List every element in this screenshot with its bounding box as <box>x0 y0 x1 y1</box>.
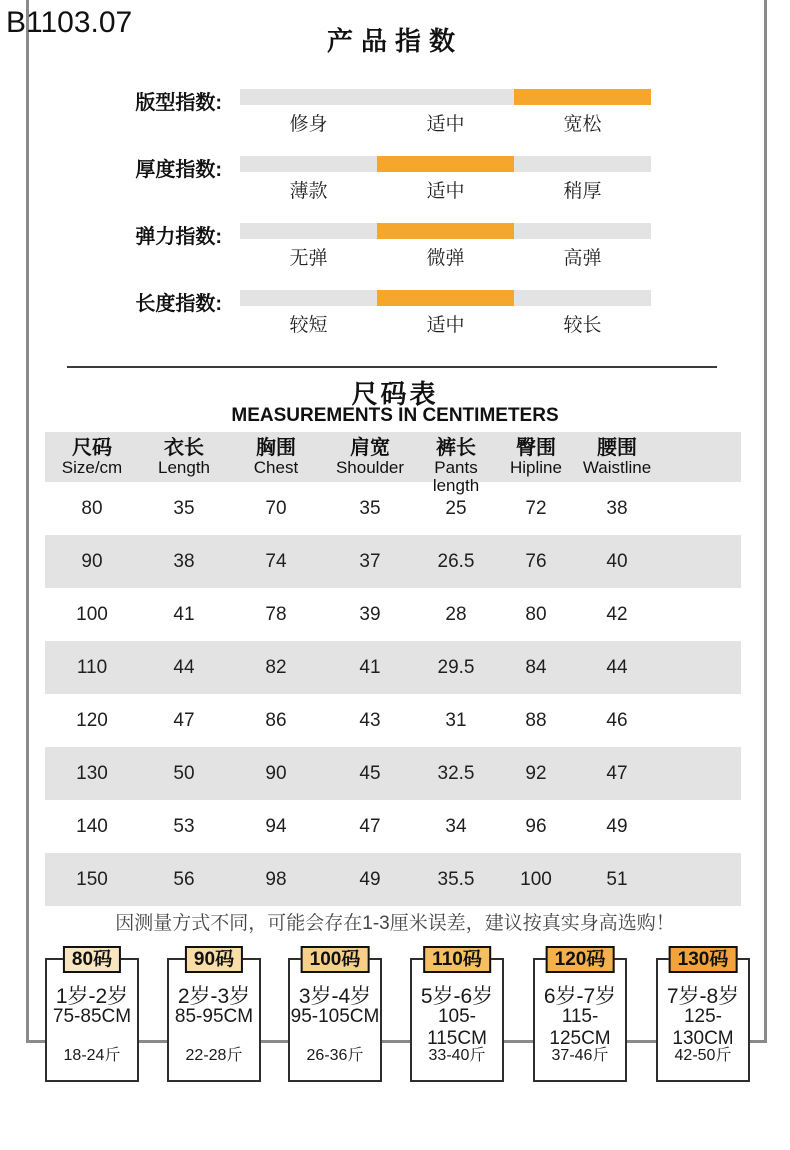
size-height-range: 85-95CM <box>174 1006 254 1027</box>
table-row: 130 50 90 45 32.5 92 47 <box>45 747 741 800</box>
index-option: 薄款 <box>289 181 328 202</box>
size-weight-range: 33-40斤 <box>428 1047 486 1064</box>
size-chart-title: 尺码表 <box>351 379 439 409</box>
size-tag: 80码 <box>63 946 121 973</box>
index-bar <box>240 89 651 105</box>
size-tag: 120码 <box>546 946 615 973</box>
size-age-range: 7岁-8岁 <box>666 985 740 1008</box>
size-chart-subtitle: MEASUREMENTS IN CENTIMETERS <box>231 405 559 426</box>
index-row-label: 长度指数: <box>135 293 222 315</box>
size-weight-range: 42-50斤 <box>674 1047 732 1064</box>
index-row-label: 版型指数: <box>135 92 222 114</box>
index-option: 高弹 <box>563 248 602 269</box>
index-row-length <box>0 289 790 349</box>
index-row-label: 厚度指数: <box>135 159 222 181</box>
index-bar <box>240 223 651 239</box>
index-option: 较短 <box>289 315 328 336</box>
table-row: 90 38 74 37 26.5 76 40 <box>45 535 741 588</box>
size-tag: 110码 <box>423 946 491 973</box>
size-age-range: 3岁-4岁 <box>298 985 372 1008</box>
size-table <box>45 432 741 906</box>
section-divider <box>67 366 717 368</box>
size-weight-range: 37-46斤 <box>551 1047 609 1064</box>
size-height-range: 75-85CM <box>52 1006 132 1027</box>
index-bar-active-segment <box>514 89 651 105</box>
index-option: 适中 <box>426 181 465 202</box>
table-row: 100 41 78 39 28 80 42 <box>76 604 628 625</box>
column-header: 尺码 Size/cm <box>61 437 123 477</box>
index-option: 较长 <box>563 315 602 336</box>
size-weight-range: 26-36斤 <box>306 1047 364 1064</box>
column-header: 臀围 Hipline <box>510 437 562 477</box>
index-option: 稍厚 <box>563 181 602 202</box>
size-box-90 <box>167 949 261 1082</box>
table-row: 80 35 70 35 25 72 38 <box>81 498 628 519</box>
index-option: 修身 <box>289 114 328 135</box>
index-row-thickness <box>0 155 790 215</box>
size-height-range: 95-105CM <box>290 1006 380 1027</box>
index-option: 微弹 <box>426 248 465 269</box>
size-height-range: 115-125CM <box>549 1006 611 1049</box>
size-box-120 <box>533 949 627 1082</box>
size-height-range: 125-130CM <box>672 1006 734 1049</box>
index-options <box>240 249 651 268</box>
size-weight-range: 22-28斤 <box>185 1047 243 1064</box>
size-age-range: 5岁-6岁 <box>420 985 494 1008</box>
table-row: 150 56 98 49 35.5 100 51 <box>45 853 741 906</box>
index-options <box>240 182 651 201</box>
table-row: 120 47 86 43 31 88 46 <box>76 710 628 731</box>
index-bar-active-segment <box>377 290 514 306</box>
column-header: 腰围 Waistline <box>582 437 652 477</box>
index-bar <box>240 156 651 172</box>
size-box-80 <box>45 949 139 1082</box>
size-box-130 <box>656 949 750 1082</box>
index-row-fit <box>0 88 790 148</box>
index-row-elasticity <box>0 222 790 282</box>
measurement-note: 因测量方式不同，可能会存在1-3厘米误差，建议按真实身高选购！ <box>115 913 675 934</box>
column-header: 胸围 Chest <box>253 437 299 477</box>
product-code: B1103.07 <box>6 6 133 39</box>
index-bar-active-segment <box>377 156 514 172</box>
index-option: 适中 <box>426 315 465 336</box>
index-option: 宽松 <box>563 114 602 135</box>
size-height-range: 105-115CM <box>427 1006 487 1049</box>
index-bar <box>240 290 651 306</box>
table-row: 110 44 82 41 29.5 84 44 <box>45 641 741 694</box>
size-age-range: 1岁-2岁 <box>55 985 129 1008</box>
size-tag: 90码 <box>185 946 243 973</box>
product-index-title: 产品指数 <box>326 26 463 56</box>
size-weight-range: 18-24斤 <box>63 1047 121 1064</box>
column-header: 肩宽 Shoulder <box>335 437 405 477</box>
size-age-range: 6岁-7岁 <box>543 985 617 1008</box>
size-tag: 130码 <box>669 946 738 973</box>
index-options <box>240 316 651 335</box>
size-age-range: 2岁-3岁 <box>177 985 251 1008</box>
size-box-110 <box>410 949 504 1082</box>
index-options <box>240 115 651 134</box>
column-header: 衣长 Length <box>158 437 210 477</box>
index-bar-active-segment <box>377 223 514 239</box>
index-option: 无弹 <box>289 248 328 269</box>
size-box-100 <box>288 949 382 1082</box>
index-row-label: 弹力指数: <box>135 226 222 248</box>
table-row: 140 53 94 47 34 96 49 <box>76 816 628 837</box>
size-tag: 100码 <box>301 946 370 973</box>
size-table-header <box>45 432 741 495</box>
column-header: 裤长 Pants length <box>432 437 480 495</box>
index-option: 适中 <box>426 114 465 135</box>
